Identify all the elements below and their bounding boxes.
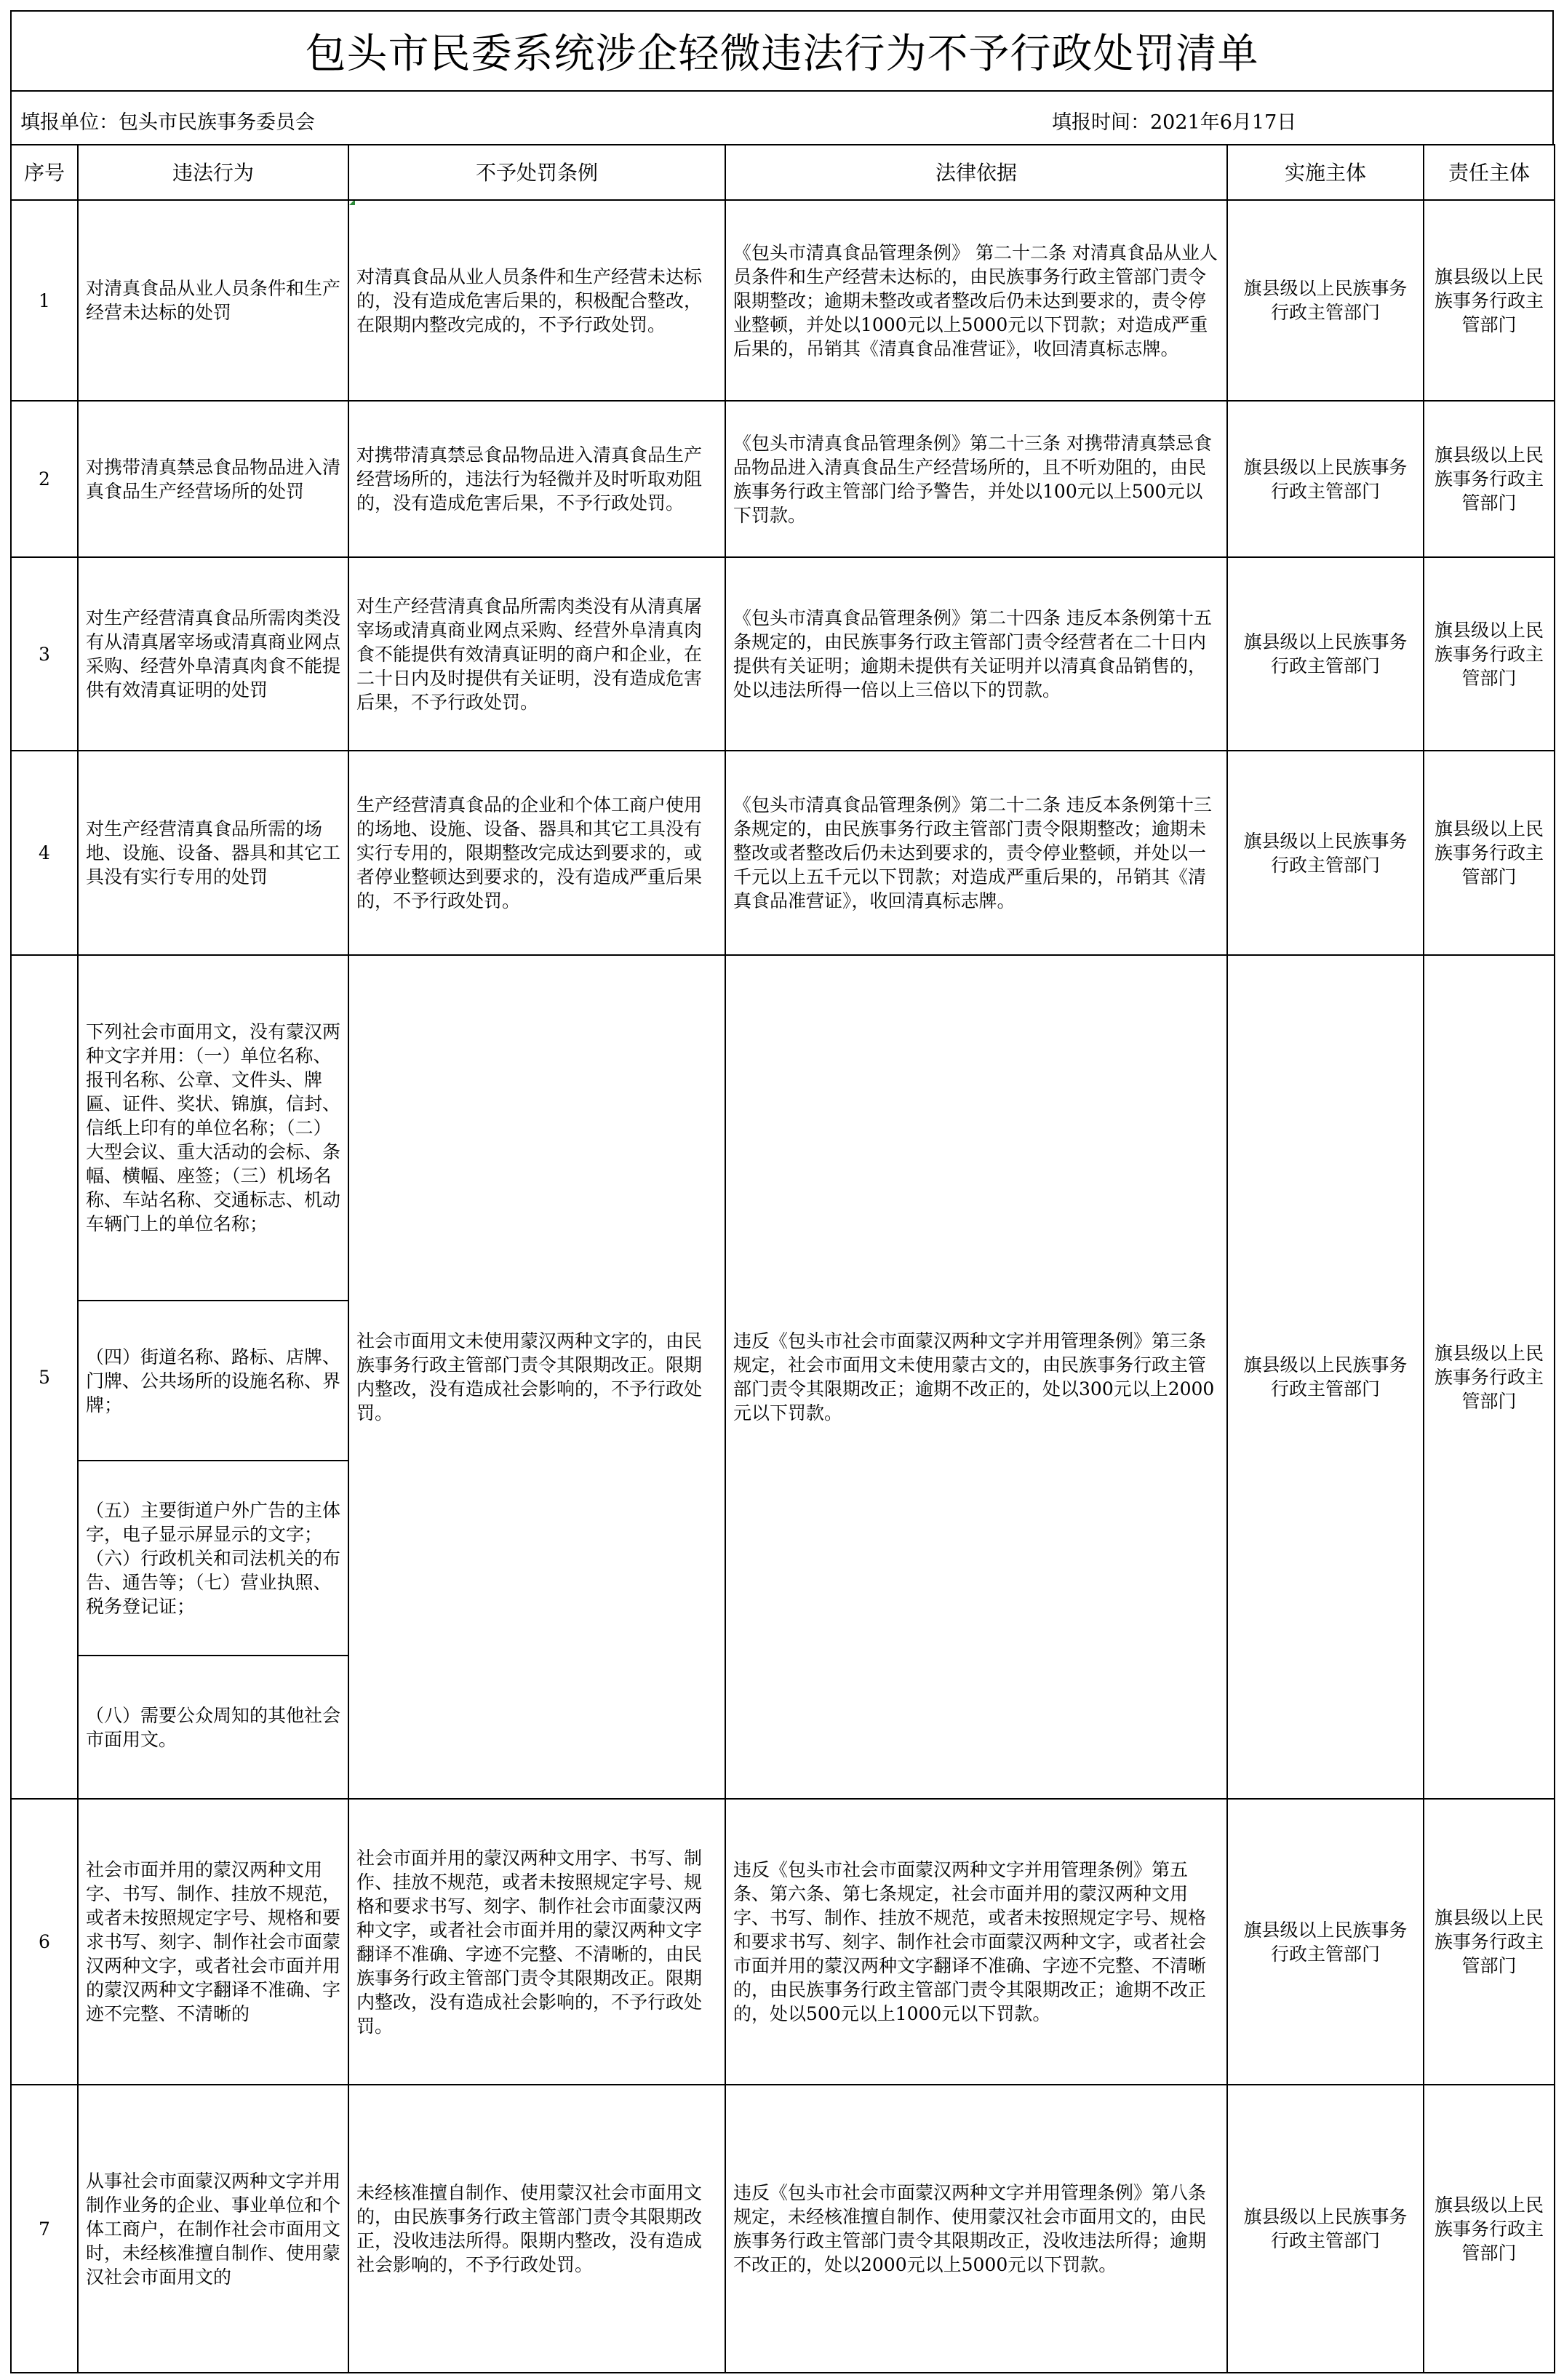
row-act: 对携带清真禁忌食品物品进入清真食品生产经营场所的处罚 <box>78 401 348 557</box>
row-resp: 旗县级以上民族事务行政主管部门 <box>1424 557 1555 751</box>
table-header-row <box>11 145 1555 200</box>
header-resp: 责任主体 <box>1424 145 1555 200</box>
table-row <box>11 2085 1555 2373</box>
row-rule: 生产经营清真食品的企业和个体工商户使用的场地、设施、设备、器具和其它工具没有实行专用的，限期整改完成达到要求的，或者停业整顿达到要求的，没有造成严重后果的，不予行政处罚。 <box>348 751 725 955</box>
row-resp: 旗县级以上民族事务行政主管部门 <box>1424 1799 1555 2085</box>
header-rule: 不予处罚条例 <box>348 145 725 200</box>
row-no: 1 <box>11 200 78 401</box>
row-law: 《包头市清真食品管理条例》 第二十二条 对清真食品从业人员条件和生产经营未达标的，由民族事务行政主管部门责令限期整改；逾期未整改或者整改后仍未达到要求的，责令停业整顿，并处以1000元以上5000元以下罚款；对造成严重后果的，吊销其《清真食品准营证》，收回清真标志牌。 <box>725 200 1227 401</box>
row-act: 从事社会市面蒙汉两种文字并用制作业务的企业、事业单位和个体工商户，在制作社会市面用文时，未经核准擅自制作、使用蒙汉社会市面用文的 <box>78 2085 348 2373</box>
row-law: 违反《包头市社会市面蒙汉两种文字并用管理条例》第八条规定，未经核准擅自制作、使用蒙汉社会市面用文的，由民族事务行政主管部门责令其限期改正，没收违法所得；逾期不改正的，处以2000元以上5000元以下罚款。 <box>725 2085 1227 2373</box>
row-resp: 旗县级以上民族事务行政主管部门 <box>1424 955 1555 1799</box>
row-resp: 旗县级以上民族事务行政主管部门 <box>1424 200 1555 401</box>
table-row <box>11 1799 1555 2085</box>
row-impl: 旗县级以上民族事务行政主管部门 <box>1227 200 1424 401</box>
row-no: 2 <box>11 401 78 557</box>
row-rule: 未经核准擅自制作、使用蒙汉社会市面用文的，由民族事务行政主管部门责令其限期改正，没收违法所得。限期内整改，没有造成社会影响的，不予行政处罚。 <box>348 2085 725 2373</box>
row-act: 对生产经营清真食品所需肉类没有从清真屠宰场或清真商业网点采购、经营外阜清真肉食不能提供有效清真证明的处罚 <box>78 557 348 751</box>
row-no: 7 <box>11 2085 78 2373</box>
row-no: 6 <box>11 1799 78 2085</box>
table-row <box>11 401 1555 557</box>
row-law: 违反《包头市社会市面蒙汉两种文字并用管理条例》第五条、第六条、第七条规定，社会市面并用的蒙汉两种文用字、书写、制作、挂放不规范，或者未按照规定字号、规格和要求书写、刻字、制作社会市面蒙汉两种文字，或者社会市面并用的蒙汉两种文字翻译不准确、字迹不完整、不清晰的，由民族事务行政主管部门责令其限期改正；逾期不改正的，处以500元以上1000元以下罚款。 <box>725 1799 1227 2085</box>
row-resp: 旗县级以上民族事务行政主管部门 <box>1424 401 1555 557</box>
row-law: 《包头市清真食品管理条例》第二十二条 违反本条例第十三条规定的，由民族事务行政主管部门责令限期整改；逾期未整改或者整改后仍未达到要求的，责令停业整顿，并处以一千元以上五千元以下罚款；对造成严重后果的，吊销其《清真食品准营证》，收回清真标志牌。 <box>725 751 1227 955</box>
penalty-table <box>10 144 1555 2373</box>
row-impl: 旗县级以上民族事务行政主管部门 <box>1227 1799 1424 2085</box>
row-rule: 对清真食品从业人员条件和生产经营未达标的，没有造成危害后果的，积极配合整改，在限期内整改完成的，不予行政处罚。 <box>348 200 725 401</box>
row-act-part: （四）街道名称、路标、店牌、门牌、公共场所的设施名称、界牌； <box>78 1301 348 1461</box>
row-law: 《包头市清真食品管理条例》第二十四条 违反本条例第十五条规定的，由民族事务行政主管部门责令经营者在二十日内提供有关证明；逾期未提供有关证明并以清真食品销售的，处以违法所得一倍以上三倍以下的罚款。 <box>725 557 1227 751</box>
row-rule: 社会市面并用的蒙汉两种文用字、书写、制作、挂放不规范，或者未按照规定字号、规格和要求书写、刻字、制作社会市面蒙汉两种文字，或者社会市面并用的蒙汉两种文字翻译不准确、字迹不完整、不清晰的，由民族事务行政主管部门责令其限期改正。限期内整改，没有造成社会影响的，不予行政处罚。 <box>348 1799 725 2085</box>
table-row <box>11 557 1555 751</box>
fill-time: 填报时间：2021年6月17日 <box>1052 111 1297 134</box>
row-impl: 旗县级以上民族事务行政主管部门 <box>1227 955 1424 1799</box>
row-act: 对生产经营清真食品所需的场地、设施、设备、器具和其它工具没有实行专用的处罚 <box>78 751 348 955</box>
row-act: 社会市面并用的蒙汉两种文用字、书写、制作、挂放不规范，或者未按照规定字号、规格和要求书写、刻字、制作社会市面蒙汉两种文字，或者社会市面并用的蒙汉两种文字翻译不准确、字迹不完整、不清晰的 <box>78 1799 348 2085</box>
row-impl: 旗县级以上民族事务行政主管部门 <box>1227 401 1424 557</box>
row-no: 5 <box>11 955 78 1799</box>
table-row <box>11 200 1555 401</box>
table-row <box>11 751 1555 955</box>
meta-row <box>10 92 1554 144</box>
row-rule: 对生产经营清真食品所需肉类没有从清真屠宰场或清真商业网点采购、经营外阜清真肉食不能提供有效清真证明的商户和企业，在二十日内及时提供有关证明，没有造成危害后果，不予行政处罚。 <box>348 557 725 751</box>
row-impl: 旗县级以上民族事务行政主管部门 <box>1227 751 1424 955</box>
row-law: 违反《包头市社会市面蒙汉两种文字并用管理条例》第三条规定，社会市面用文未使用蒙古文的，由民族事务行政主管部门责令其限期改正；逾期不改正的，处以300元以上2000元以下罚款。 <box>725 955 1227 1799</box>
row-rule: 社会市面用文未使用蒙汉两种文字的，由民族事务行政主管部门责令其限期改正。限期内整改，没有造成社会影响的，不予行政处罚。 <box>348 955 725 1799</box>
row-impl: 旗县级以上民族事务行政主管部门 <box>1227 557 1424 751</box>
header-no: 序号 <box>11 145 78 200</box>
header-law: 法律依据 <box>725 145 1227 200</box>
header-impl: 实施主体 <box>1227 145 1424 200</box>
row-no: 3 <box>11 557 78 751</box>
fill-unit: 填报单位：包头市民族事务委员会 <box>20 111 315 134</box>
row-law: 《包头市清真食品管理条例》第二十三条 对携带清真禁忌食品物品进入清真食品生产经营场所的，且不听劝阻的，由民族事务行政主管部门给予警告，并处以100元以上500元以下罚款。 <box>725 401 1227 557</box>
table-row <box>11 955 1555 1301</box>
row-rule: 对携带清真禁忌食品物品进入清真食品生产经营场所的，违法行为轻微并及时听取劝阻的，没有造成危害后果，不予行政处罚。 <box>348 401 725 557</box>
row-resp: 旗县级以上民族事务行政主管部门 <box>1424 751 1555 955</box>
row-act-part: （五）主要街道户外广告的主体字，电子显示屏显示的文字；（六）行政机关和司法机关的布告、通告等；（七）营业执照、税务登记证； <box>78 1461 348 1656</box>
row-resp: 旗县级以上民族事务行政主管部门 <box>1424 2085 1555 2373</box>
row-act: 对清真食品从业人员条件和生产经营未达标的处罚 <box>78 200 348 401</box>
row-impl: 旗县级以上民族事务行政主管部门 <box>1227 2085 1424 2373</box>
header-act: 违法行为 <box>78 145 348 200</box>
document-title: 包头市民委系统涉企轻微违法行为不予行政处罚清单 <box>10 10 1554 92</box>
row-act-part: 下列社会市面用文，没有蒙汉两种文字并用：（一）单位名称、报刊名称、公章、文件头、牌匾、证件、奖状、锦旗，信封、信纸上印有的单位名称；（二）大型会议、重大活动的会标、条幅、横幅、座签；（三）机场名称、车站名称、交通标志、机动车辆门上的单位名称； <box>78 955 348 1301</box>
row-no: 4 <box>11 751 78 955</box>
row-act-part: （八）需要公众周知的其他社会市面用文。 <box>78 1656 348 1799</box>
